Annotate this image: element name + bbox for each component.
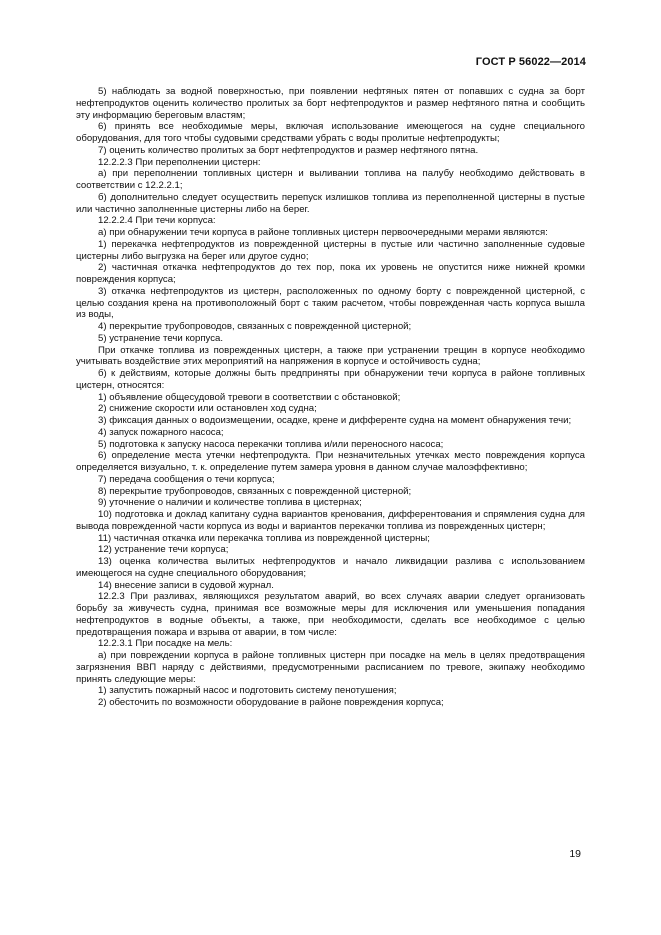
paragraph: 2) обесточить по возможности оборудование в районе повреждения корпуса; [98, 697, 444, 708]
paragraph: 2) снижение скорости или остановлен ход судна; [98, 403, 317, 415]
document-body [76, 86, 585, 709]
paragraph: 7) передача сообщения о течи корпуса; [98, 473, 275, 485]
section-heading: 12.2.2.3 При переполнении цистерн: [98, 156, 261, 168]
paragraph: 8) перекрытие трубопроводов, связанных с поврежденной цистерной; [98, 485, 412, 497]
paragraph: 6) принять все необходимые меры, включая использование имеющегося на судне специального оборудования, для того чтобы судовыми средствами убрать с воды пролитые нефтепродукты; [76, 121, 585, 144]
document-id-header: ГОСТ Р 56022—2014 [475, 56, 586, 68]
paragraph: 10) подготовка и доклад капитану судна вариантов кренования, дифферентования и спрямления судна для вывода поврежденной части корпуса из воды и вариантов перекачки топлива из поврежденных цистерн; [76, 509, 585, 532]
paragraph: 4) перекрытие трубопроводов, связанных с поврежденной цистерной; [98, 321, 412, 332]
paragraph: 12) устранение течи корпуса; [98, 544, 229, 556]
paragraph: 7) оценить количество пролитых за борт нефтепродуктов и размер нефтяного пятна. [98, 144, 479, 156]
paragraph: При откачке топлива из поврежденных цистерн, а также при устранении трещин в корпусе необходимо учитывать воздействие этих мероприятий на напряжения в корпусе и остойчивость судна; [76, 344, 585, 368]
paragraph: 13) оценка количества вылитых нефтепродуктов и начало ликвидации разлива с использованием имеющегося на судне специального оборудования; [76, 556, 585, 579]
paragraph: 1) объявление общесудовой тревоги в соответствии с обстановкой; [98, 391, 401, 403]
paragraph: 4) запуск пожарного насоса; [98, 426, 224, 438]
paragraph: 3) откачка нефтепродуктов из цистерн, расположенных по одному борту с поврежденной цистерной, с целью создания крена на противоположный борт с таким расчетом, чтобы поврежденная часть корпуса вышла из воды, [76, 285, 585, 321]
paragraph: 2) частичная откачка нефтепродуктов до тех пор, пока их уровень не опустится ниже нижней кромки повреждения корпуса; [76, 262, 585, 285]
paragraph: б) дополнительно следует осуществить перепуск излишков топлива из переполненной цистерны в пустые или частично заполненные цистерны либо на берег. [76, 191, 585, 215]
paragraph: а) при обнаружении течи корпуса в районе топливных цистерн первоочередными мерами являются: [98, 227, 548, 238]
section-heading: 12.2.3.1 При посадке на мель: [98, 638, 233, 650]
paragraph: 1) запустить пожарный насос и подготовить систему пенотушения; [98, 685, 397, 697]
paragraph: 3) фиксация данных о водоизмещении, осадке, крене и дифференте судна на момент обнаружения течи; [98, 415, 572, 426]
paragraph: б) к действиям, которые должны быть предприняты при обнаружении течи корпуса в районе топливных цистерн, относятся: [76, 368, 585, 391]
paragraph: 12.2.3 При разливах, являющихся результатом аварий, во всех случаях аварии следует организовать борьбу за живучесть судна, принимая все возможные меры для исключения или уменьшения попадания нефтепродуктов в водные объекты, а также, при необходимости, сделать все необходимое с целью предотвращения пожара и взрыва от аварии, в том числе: [76, 591, 585, 638]
paragraph: а) при переполнении топливных цистерн и выливании топлива на палубу необходимо действовать в соответствии с 12.2.2.1; [76, 168, 585, 191]
paragraph: 9) уточнение о наличии и количестве топлива в цистернах; [98, 497, 362, 509]
paragraph: 5) устранение течи корпуса. [98, 332, 224, 344]
paragraph: 11) частичная откачка или перекачка топлива из поврежденной цистерны; [98, 532, 430, 544]
paragraph: 1) перекачка нефтепродуктов из поврежденной цистерны в пустые или частично заполненные судовые цистерны либо выгрузка на берег или другое судно; [76, 238, 585, 262]
page-number: 19 [569, 848, 581, 860]
paragraph: 5) подготовка к запуску насоса перекачки топлива и/или переносного насоса; [98, 438, 444, 450]
paragraph: 14) внесение записи в судовой журнал. [98, 579, 274, 591]
paragraph: а) при повреждении корпуса в районе топливных цистерн при посадке на мель в целях предотвращения загрязнения ВВП наряду с действиями, предусмотренными расписанием по тревоге, экипажу необходимо принять следующие меры: [76, 650, 585, 685]
paragraph: 6) определение места утечки нефтепродукта. При незначительных утечках место повреждения корпуса определяется визуально, т. к. определение путем замера уровня в данном случае малоэффективно; [76, 450, 585, 473]
section-heading: 12.2.2.4 При течи корпуса: [98, 215, 216, 227]
paragraph: 5) наблюдать за водной поверхностью, при появлении нефтяных пятен от попавших с судна за борт нефтепродуктов оценить количество пролитых за борт нефтепродуктов и размер нефтяного пятна и сообщить эту информацию береговым властям; [76, 86, 585, 121]
